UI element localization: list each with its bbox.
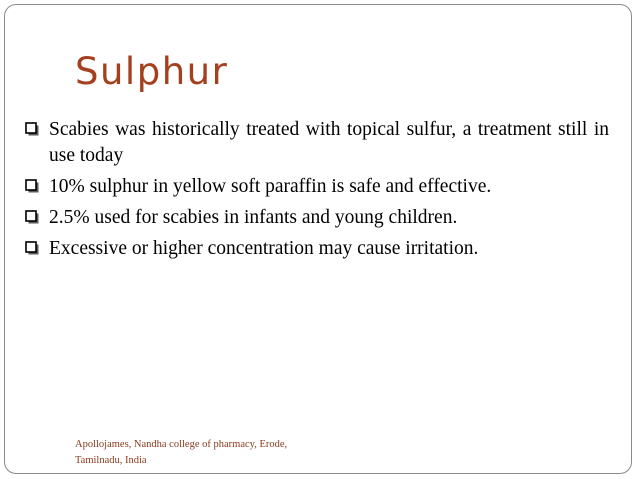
bullet-item xyxy=(25,236,609,262)
footer-line: Apollojames, Nandha college of pharmacy, Erode, xyxy=(75,439,288,450)
bullet-text: 10% sulphur in yellow soft paraffin is safe and effective. xyxy=(49,176,492,197)
bullet-item xyxy=(25,117,609,169)
footer-line: Tamilnadu, India xyxy=(75,455,147,466)
checkbox-square-icon xyxy=(25,122,40,137)
bullet-text: Excessive or higher concentration may cause irritation. xyxy=(49,238,479,259)
slide xyxy=(4,4,632,474)
slide-footer xyxy=(75,437,335,469)
checkbox-square-icon xyxy=(25,210,40,225)
checkbox-square-icon xyxy=(25,179,40,194)
bullet-item xyxy=(25,174,609,200)
bullet-text: Scabies was historically treated with topical sulfur, a treatment still in use today xyxy=(49,119,609,166)
slide-title: Sulphur xyxy=(75,50,229,93)
bullet-list xyxy=(25,117,609,267)
checkbox-square-icon xyxy=(25,241,40,256)
bullet-text: 2.5% used for scabies in infants and young children. xyxy=(49,207,458,228)
bullet-item xyxy=(25,205,609,231)
